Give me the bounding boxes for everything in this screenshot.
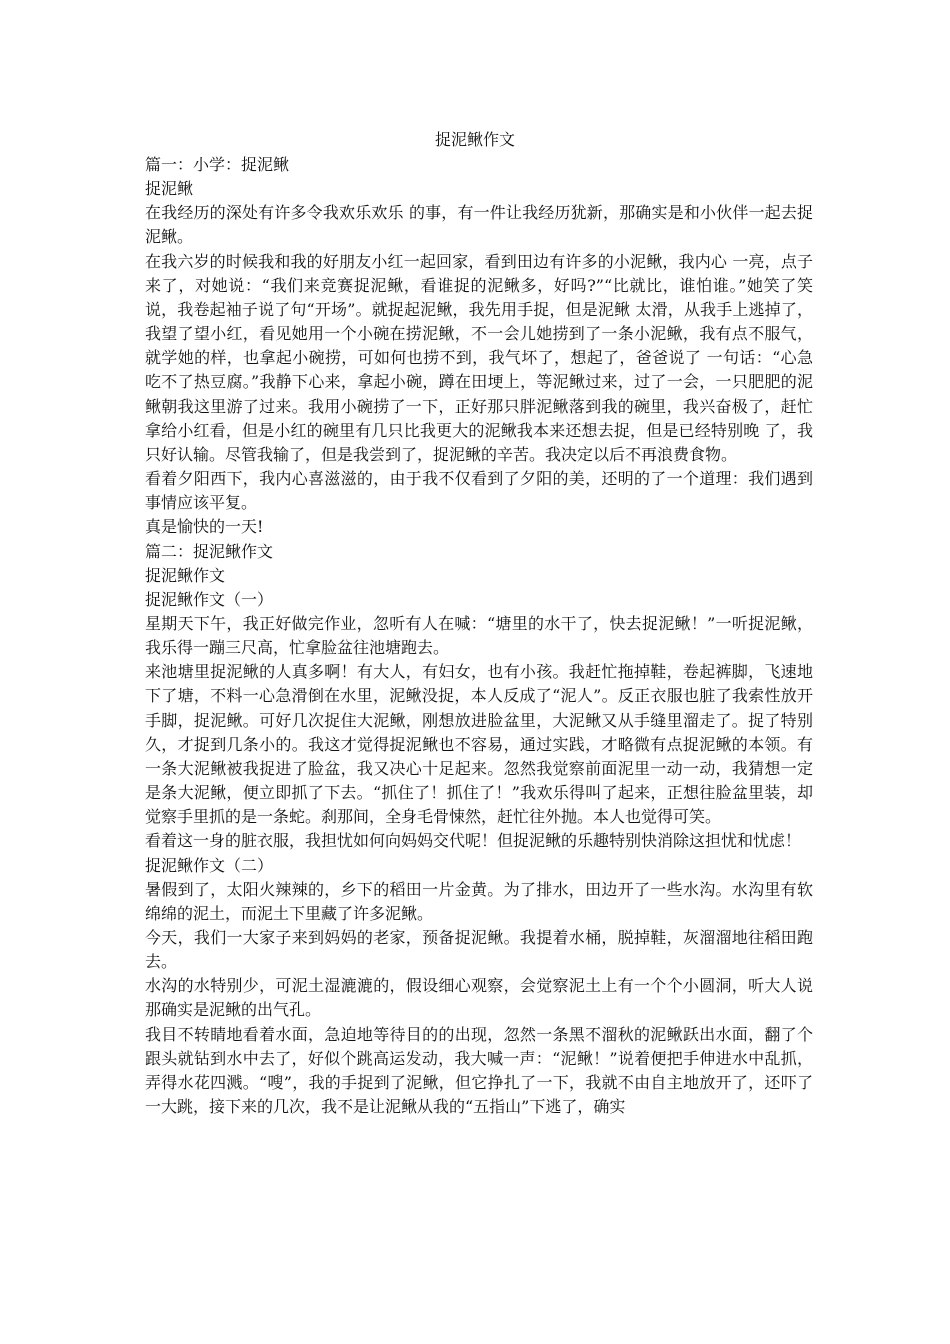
paragraph: 我目不转睛地看着水面，急迫地等待目的的出现，忽然一条黑不溜秋的泥鳅跃出水面，翻了个跟头就钻到水中去了，好似个跳高运发动，我大喊一声：“泥鳅！”说着便把手伸进水中乱抓，弄得水花四溅。“嗖”，我的手捉到了泥鳅，但它挣扎了一下，我就不由自主地放开了，还吓了一大跳，接下来的几次，我不是让泥鳅从我的“五指山”下逃了，确实 (145, 1024, 813, 1117)
paragraph: 今天，我们一大家子来到妈妈的老家，预备捉泥鳅。我提着水桶，脱掉鞋，灰溜溜地往稻田跑去。 (145, 928, 813, 972)
section-heading: 捉泥鳅作文（二） (145, 855, 274, 875)
document-title: 捉泥鳅作文 (434, 130, 515, 149)
document-body (145, 153, 813, 1119)
paragraph: 真是愉快的一天! (145, 517, 264, 537)
section-heading: 篇一：小学：捉泥鳅 (145, 155, 290, 174)
paragraph: 在我六岁的时候我和我的好朋友小红一起回家，看到田边有许多的小泥鳅，我内心 一亮，点子来了，对她说：“我们来竞赛捉泥鳅，看谁捉的泥鳅多，好吗?”“比就比，谁怕谁。”她笑了笑说，我卷起袖子说了句“开场”。就捉起泥鳅，我先用手捉，但是泥鳅 太滑，从我手上逃掉了，我望了望小红，看见她用一个小碗在捞泥鳅，不一会儿她捞到了一条小泥鳅，我有点不服气，就学她的样，也拿起小碗捞，可如何也捞不到，我气坏了，想起了，爸爸说了 一句话：“心急吃不了热豆腐。”我静下心来，拿起小碗，蹲在田埂上，等泥鳅过来，过了一会，一只肥肥的泥鳅朝我这里游了过来。我用小碗捞了一下，正好那只胖泥鳅落到我的碗里，我兴奋极了，赶忙拿给小红看，但是小红的碗里有几只比我更大的泥鳅我本来还想去捉，但是已经特别晚 了，我只好认输。尽管我输了，但是我尝到了，捉泥鳅的辛苦。我决定以后不再浪费食物。 (145, 251, 813, 464)
paragraph: 水沟的水特别少，可泥土湿漉漉的，假设细心观察，会觉察泥土上有一个个小圆洞，听大人说那确实是泥鳅的出气孔。 (145, 976, 813, 1020)
section-heading: 捉泥鳅 (145, 179, 194, 199)
section-heading: 捉泥鳅作文 (145, 565, 226, 585)
paragraph: 看着这一身的脏衣服，我担忧如何向妈妈交代呢！但捉泥鳅的乐趣特别快消除这担忧和忧虑！ (145, 831, 802, 851)
paragraph: 看着夕阳西下，我内心喜滋滋的，由于我不仅看到了夕阳的美，还明的了一个道理：我们遇到事情应该平复。 (145, 469, 813, 513)
paragraph: 在我经历的深处有许多令我欢乐欢乐 的事，有一件让我经历犹新，那确实是和小伙伴一起去捉泥鳅。 (145, 203, 813, 247)
section-heading: 篇二：捉泥鳅作文 (145, 541, 274, 561)
paragraph: 来池塘里捉泥鳅的人真多啊！有大人，有妇女，也有小孩。我赶忙拖掉鞋，卷起裤脚，飞速地下了塘，不料一心急滑倒在水里，泥鳅没捉，本人反成了“泥人”。反正衣服也脏了我索性放开手脚，捉泥鳅。可好几次捉住大泥鳅，刚想放进脸盆里，大泥鳅又从手缝里溜走了。捉了特别久，才捉到几条小的。我这才觉得捉泥鳅也不容易，通过实践，才略微有点捉泥鳅的本领。有一条大泥鳅被我捉进了脸盆，我又决心十足起来。忽然我觉察前面泥里一动一动，我猜想一定是条大泥鳅，便立即抓了下去。“抓住了！抓住了！”我欢乐得叫了起来，正想往脸盆里装，却觉察手里抓的是一条蛇。刹那间，全身毛骨悚然，赶忙往外抛。本人也觉得可笑。 (145, 662, 813, 827)
section-heading: 捉泥鳅作文（一） (145, 589, 274, 609)
paragraph: 暑假到了，太阳火辣辣的，乡下的稻田一片金黄。为了排水，田边开了一些水沟。水沟里有软绵绵的泥土，而泥土下里藏了许多泥鳅。 (145, 879, 813, 923)
paragraph: 星期天下午，我正好做完作业，忽听有人在喊：“塘里的水干了，快去捉泥鳅！”一听捉泥鳅，我乐得一蹦三尺高，忙拿脸盆往池塘跑去。 (145, 613, 813, 658)
